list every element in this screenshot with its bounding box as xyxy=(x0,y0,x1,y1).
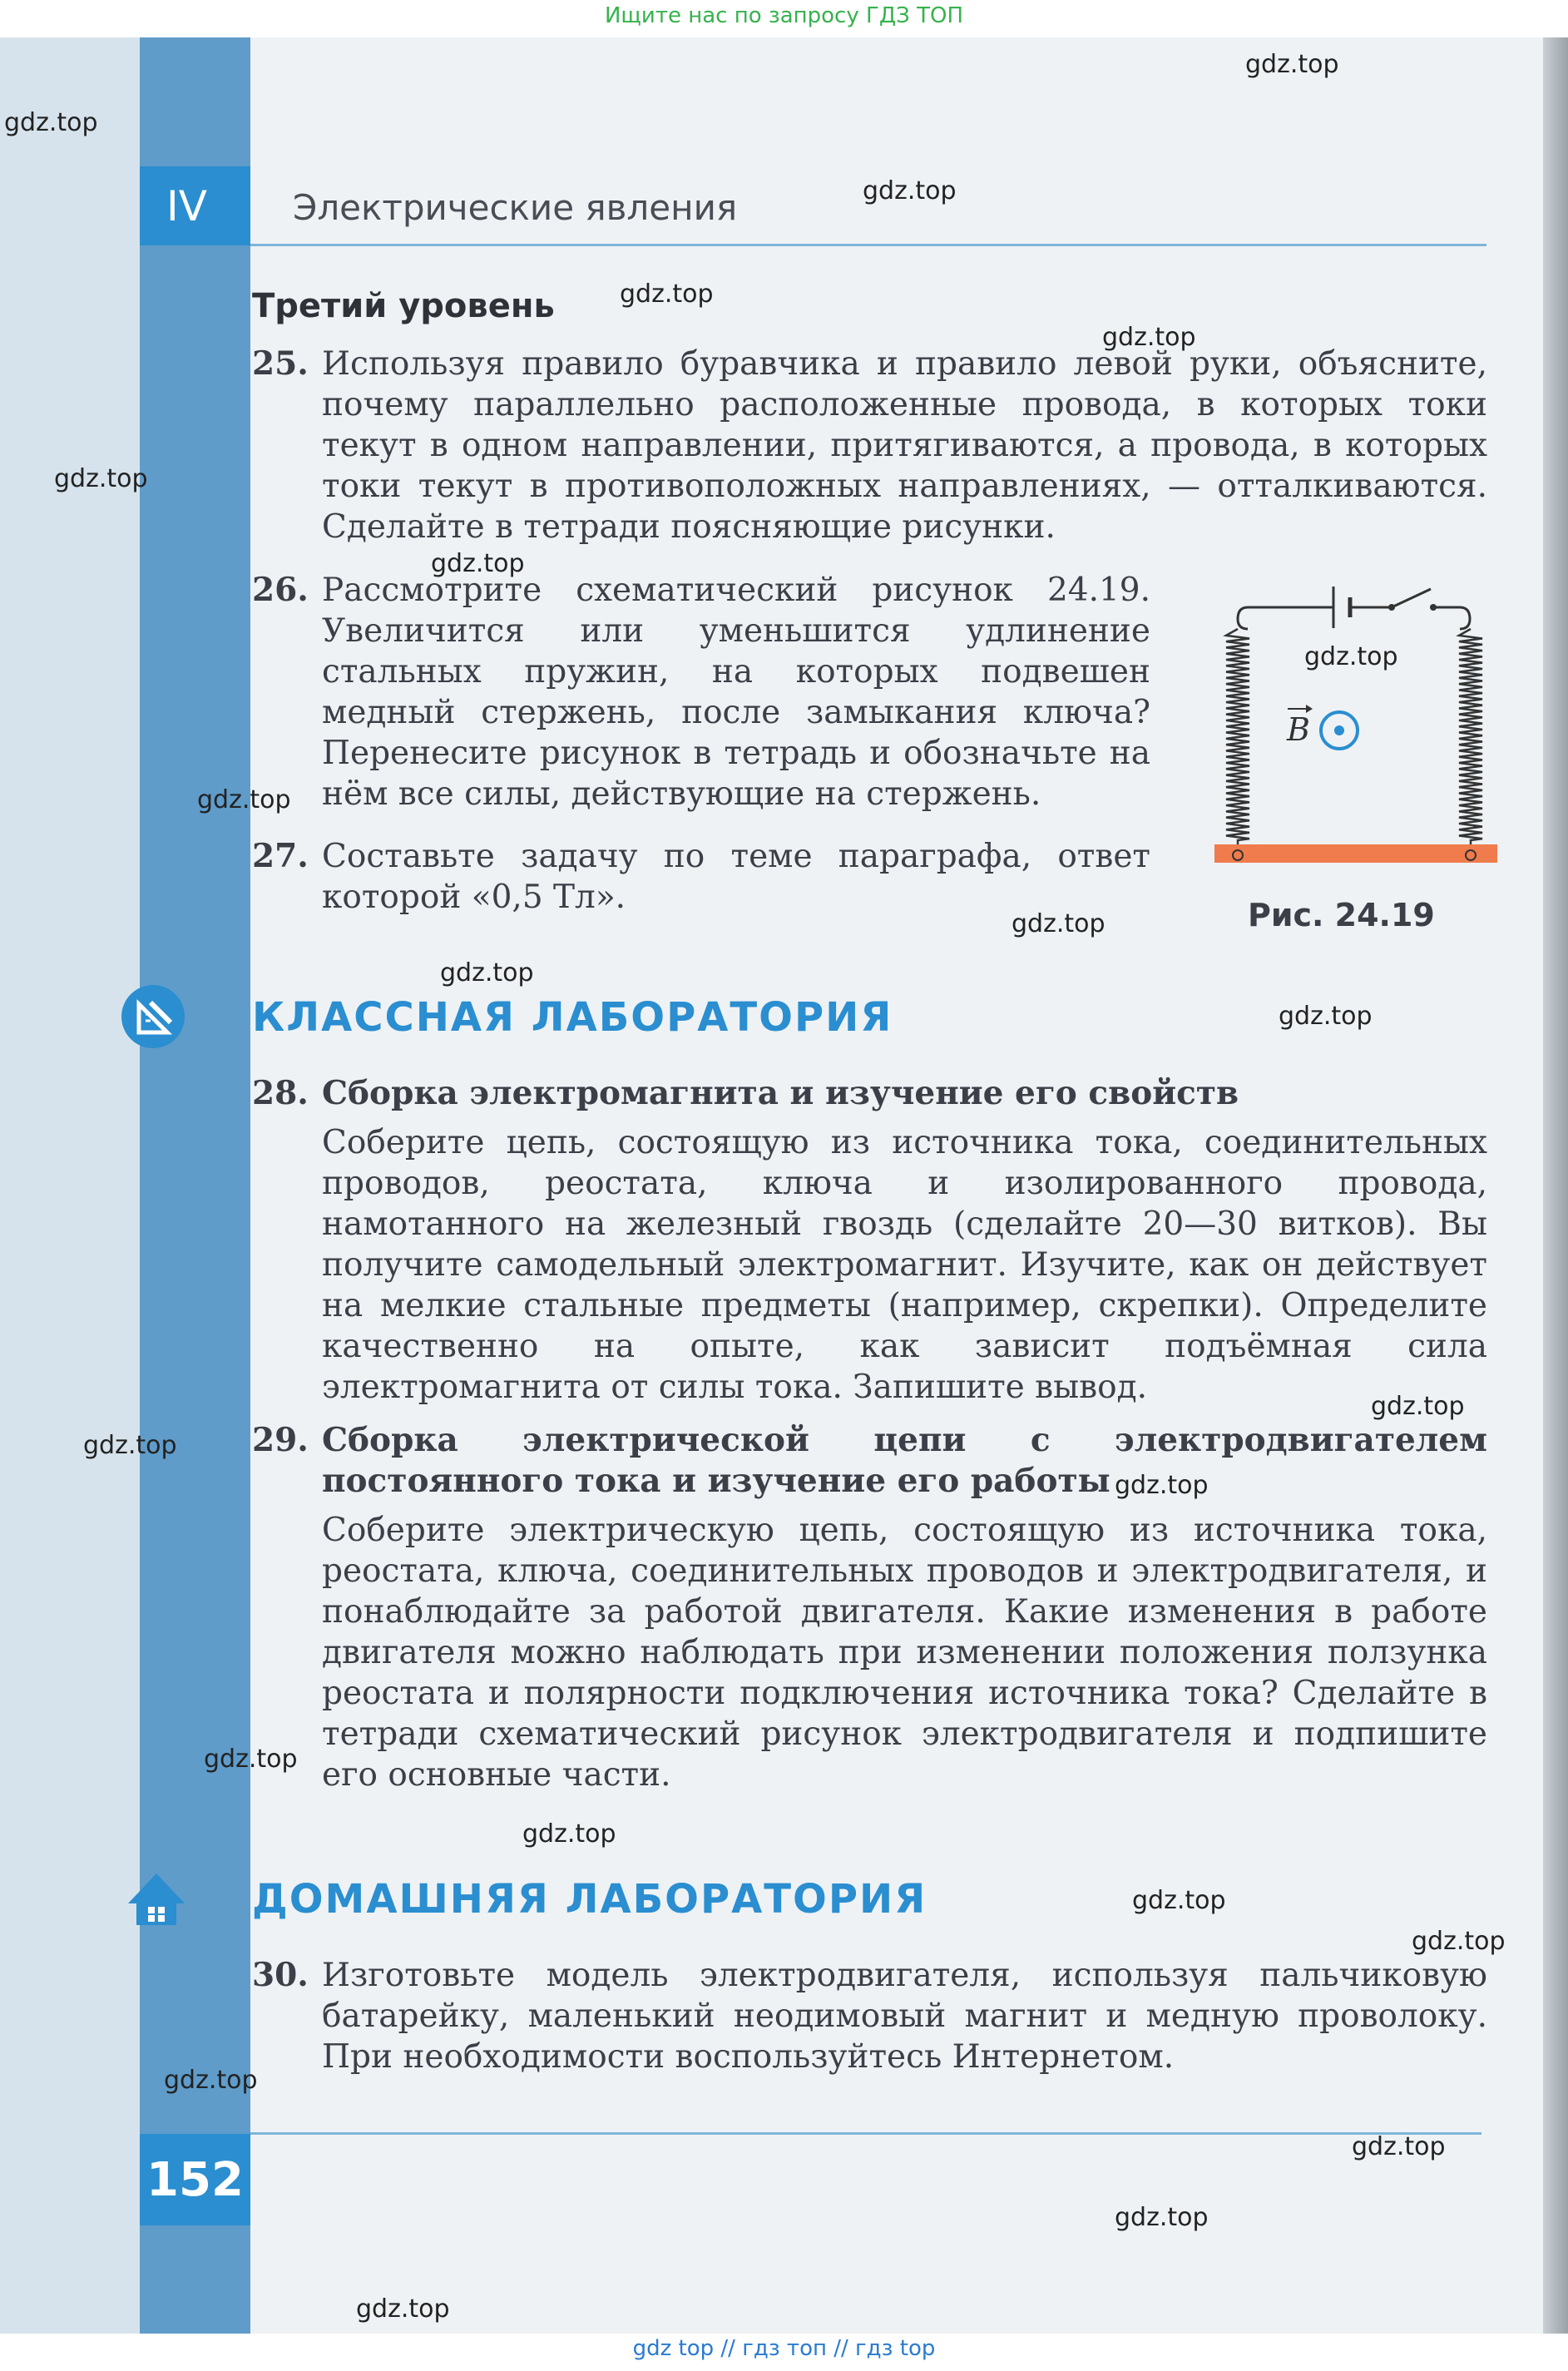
spring-coil xyxy=(1459,629,1482,850)
left-hook xyxy=(1238,607,1248,629)
watermark: gdz.top xyxy=(197,785,291,814)
watermark: gdz.top xyxy=(620,280,714,309)
watermark: gdz.top xyxy=(204,1745,298,1774)
watermark: gdz.top xyxy=(1304,642,1398,671)
watermark: gdz.top xyxy=(522,1819,616,1849)
watermark: gdz.top xyxy=(4,108,98,137)
task-heading: Сборка электромагнита и изучение его свойств xyxy=(322,1074,1239,1112)
class-lab-title: КЛАССНАЯ ЛАБОРАТОРИЯ xyxy=(252,994,893,1041)
task-text: Составьте задачу по теме параграфа, ответ которой «0,5 Тл». xyxy=(322,838,1150,916)
task-number: 30. xyxy=(252,1956,309,1994)
header-divider xyxy=(250,244,1486,246)
chapter-number: IV xyxy=(140,166,250,245)
watermark: gdz.top xyxy=(1115,1471,1209,1500)
bottom-banner[interactable]: gdz top // гдз топ // гдз top xyxy=(632,2336,936,2361)
top-banner[interactable]: Ищите нас по запросу ГДЗ ТОП xyxy=(604,3,964,28)
copper-rod xyxy=(1214,844,1497,863)
task-number: 25. xyxy=(252,344,309,383)
house-icon xyxy=(125,1870,188,1928)
left-spring xyxy=(1226,629,1249,850)
watermark: gdz.top xyxy=(1012,909,1106,938)
watermark: gdz.top xyxy=(54,464,148,493)
task-28 xyxy=(252,1073,1487,1408)
task-number: 29. xyxy=(252,1421,309,1459)
task-text: Соберите электрическую цепь, состоящую из источника тока, реостата, ключа, соединительных проводов и электродвигателя, и понаблюдайте за работой двигателя. Какие изменения в работе двигателя можно наблюдать при изменении положения ползунка реостата и полярности подключения источника тока? Сделайте в тетради схематический рисунок электродвигателя и подпишите его основные части. xyxy=(322,1512,1487,1794)
task-25 xyxy=(252,344,1487,547)
right-hook xyxy=(1460,607,1470,629)
watermark: gdz.top xyxy=(1279,1002,1373,1031)
left-margin-strip xyxy=(0,37,140,2334)
field-label: B xyxy=(1287,711,1310,748)
ruler-triangle-icon xyxy=(121,984,185,1049)
task-text: Используя правило буравчика и правило левой руки, объясните, почему параллельно расположенные провода, в которых токи текут в одном направлении, притягиваются, а провода, в которых токи текут в противоположных направлениях, — отталкиваются. Сделайте в тетради поясняющие рисунки. xyxy=(322,345,1487,546)
level-heading: Третий уровень xyxy=(252,287,555,325)
watermark: gdz.top xyxy=(164,2066,258,2095)
watermark: gdz.top xyxy=(431,549,525,578)
home-lab-title: ДОМАШНЯЯ ЛАБОРАТОРИЯ xyxy=(252,1876,927,1923)
page-edge-shadow xyxy=(1543,37,1568,2334)
task-heading: Сборка электрической цепи с электродвигателем постоянного тока и изучение его работы xyxy=(322,1421,1487,1500)
watermark: gdz.top xyxy=(1132,1886,1226,1915)
chapter-side-bar xyxy=(140,37,250,2334)
footer-divider xyxy=(250,2132,1481,2135)
watermark: gdz.top xyxy=(356,2294,450,2324)
task-text: Рассмотрите схематический рисунок 24.19. Увеличится или уменьшится удлинение стальных пружин, на которых подвешен медный стержень, после замыкания ключа? Перенесите рисунок в тетрадь и обозначьте на нём все силы, действующие на стержень. xyxy=(322,572,1150,813)
task-number: 28. xyxy=(252,1074,309,1112)
task-text: Соберите цепь, состоящую из источника тока, соединительных проводов, реостата, ключа и изолированного провода, намотанного на железный гвоздь (сделайте 20—30 витков). Вы получите самодельный электромагнит. Изучите, как он действует на мелкие стальные предметы (например, скрепки). Определите качественно на опыте, как зависит подъёмная сила электромагнита от силы тока. Запишите вывод. xyxy=(322,1124,1487,1406)
watermark: gdz.top xyxy=(863,176,957,205)
task-text: Изготовьте модель электродвигателя, используя пальчиковую батарейку, маленький неодимовый магнит и медную проволоку. При необходимости воспользуйтесь Интернетом. xyxy=(322,1957,1487,2076)
watermark: gdz.top xyxy=(1245,50,1339,79)
chapter-title: Электрические явления xyxy=(293,187,738,228)
task-number: 27. xyxy=(252,837,309,875)
task-30 xyxy=(252,1955,1487,2077)
task-26 xyxy=(252,570,1150,814)
spring-coil xyxy=(1226,629,1249,850)
watermark: gdz.top xyxy=(1412,1927,1506,1956)
page-number: 152 xyxy=(140,2134,250,2225)
switch-key xyxy=(1392,589,1431,607)
figure-caption: Рис. 24.19 xyxy=(1248,897,1435,933)
watermark: gdz.top xyxy=(440,958,534,988)
task-27 xyxy=(252,836,1150,918)
watermark: gdz.top xyxy=(83,1431,177,1460)
watermark: gdz.top xyxy=(1371,1392,1465,1421)
watermark: gdz.top xyxy=(1352,2132,1446,2161)
watermark: gdz.top xyxy=(1102,323,1196,352)
figure-24-19 xyxy=(1210,582,1501,874)
watermark: gdz.top xyxy=(1115,2203,1209,2232)
task-29 xyxy=(252,1420,1487,1795)
right-spring xyxy=(1459,629,1482,850)
field-dot xyxy=(1334,725,1344,735)
task-number: 26. xyxy=(252,571,309,609)
